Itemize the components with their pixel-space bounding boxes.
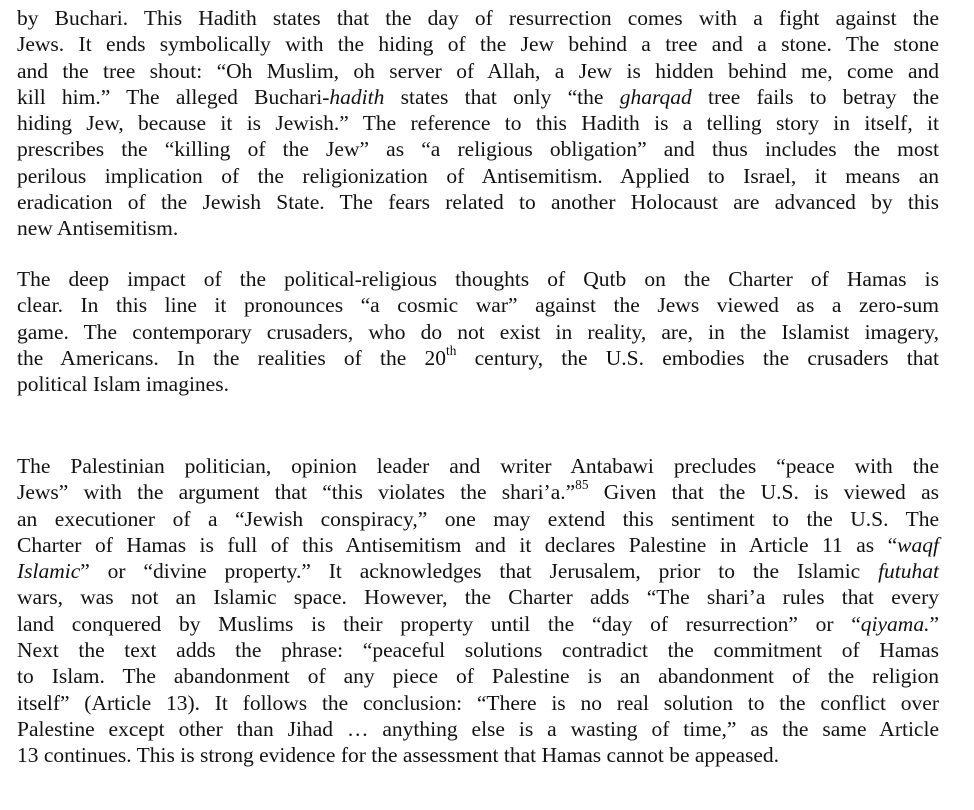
text-line: to Islam. The abandonment of any piece of Palestine is an abandonment of the religion xyxy=(17,664,939,689)
paragraph-antabawi xyxy=(17,453,939,769)
text-run: ” xyxy=(929,611,939,636)
text-line: hiding Jew, because it is Jewish.” The reference to this Hadith is a telling story in itself, it xyxy=(17,111,939,136)
italic-term-waqf: waqf xyxy=(897,532,939,557)
text-run: the Americans. In the realities of the 20 xyxy=(17,345,447,370)
text-run: land conquered by Muslims is their property until the “day of resurrection” or “ xyxy=(17,611,861,636)
text-line xyxy=(17,342,939,371)
text-line: Next the text adds the phrase: “peaceful solutions contradict the commitment of Hamas xyxy=(17,638,939,663)
text-line: and the tree shout: “Oh Muslim, oh server of Allah, a Jew is hidden behind me, come and xyxy=(17,58,939,83)
text-run: tree fails to betray the xyxy=(691,84,939,109)
text-line: political Islam imagines. xyxy=(17,372,229,397)
text-line: wars, was not an Islamic space. However, the Charter adds “The shari’a rules that every xyxy=(17,585,939,610)
text-line: game. The contemporary crusaders, who do not exist in reality, are, in the Islamist imagery, xyxy=(17,319,939,344)
text-line xyxy=(17,479,939,505)
text-run: ” or “divine property.” It acknowledges that Jerusalem, prior to the Islamic xyxy=(80,559,879,584)
text-line: Palestine except other than Jihad … anything else is a wasting of time,” as the same Article xyxy=(17,716,939,741)
text-line: by Buchari. This Hadith states that the day of resurrection comes with a fight against the xyxy=(17,6,939,30)
footnote-ref-85[interactable]: 85 xyxy=(575,477,589,493)
text-line xyxy=(17,532,939,558)
italic-term-hadith: hadith xyxy=(329,84,385,109)
text-line: Jews. It ends symbolically with the hiding of the Jew behind a tree and a stone. The stone xyxy=(17,32,939,57)
text-line: 13 continues. This is strong evidence for the assessment that Hamas cannot be appeased. xyxy=(17,743,780,768)
text-run: kill him.” The alleged Buchari- xyxy=(17,84,330,109)
text-run: Jews” with the argument that “this violates the shari’a.” xyxy=(17,480,576,505)
text-line xyxy=(17,558,939,584)
text-line xyxy=(17,611,939,637)
text-run: states that only “the xyxy=(384,84,620,109)
text-line xyxy=(17,84,939,110)
paragraph-hadith xyxy=(17,5,939,242)
italic-term-islamic: Islamic xyxy=(17,559,81,584)
text-run: Given that the U.S. is viewed as xyxy=(588,480,939,505)
text-line: an executioner of a “Jewish conspiracy,” one may extend this sentiment to the U.S. The xyxy=(17,506,939,531)
superscript-th: th xyxy=(446,342,457,358)
text-line: itself” (Article 13). It follows the conclusion: “There is no real solution to the conflict over xyxy=(17,690,939,715)
text-line: perilous implication of the religionization of Antisemitism. Applied to Israel, it means an xyxy=(17,163,939,188)
text-line: eradication of the Jewish State. The fears related to another Holocaust are advanced by this xyxy=(17,190,939,215)
text-run: century, the U.S. embodies the crusaders that xyxy=(456,345,939,370)
italic-term-qiyama: qiyama. xyxy=(860,611,930,636)
italic-term-gharqad: gharqad xyxy=(619,84,692,109)
text-line: new Antisemitism. xyxy=(17,216,179,241)
text-run: Charter of Hamas is full of this Antisemitism and it declares Palestine in Article 11 as “ xyxy=(17,532,898,557)
text-line: The deep impact of the political-religious thoughts of Qutb on the Charter of Hamas is xyxy=(17,267,939,291)
paragraph-qutb xyxy=(17,266,939,397)
text-line: prescribes the “killing of the Jew” as “a religious obligation” and thus includes the most xyxy=(17,137,939,162)
text-line: clear. In this line it pronounces “a cosmic war” against the Jews viewed as a zero-sum xyxy=(17,293,939,318)
text-line: The Palestinian politician, opinion leader and writer Antabawi precludes “peace with the xyxy=(17,454,939,478)
italic-term-futuhat: futuhat xyxy=(878,559,939,584)
